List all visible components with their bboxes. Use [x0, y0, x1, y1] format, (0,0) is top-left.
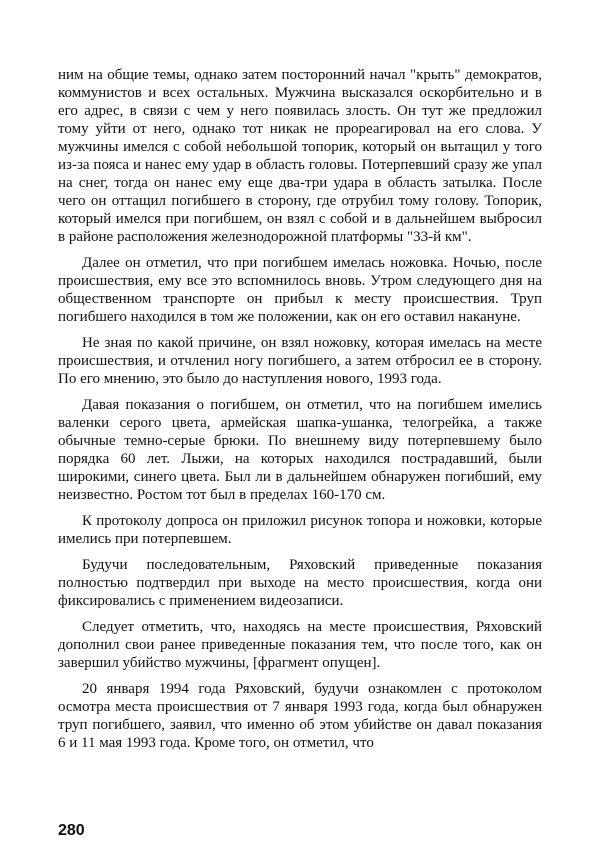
paragraph: 20 января 1994 года Ряховский, будучи ознакомлен с протоколом осмотра места происшествия от 7 января 1993 года, когда был обнаружен труп погибшего, заявил, что именно об этом убийстве он давал показания 6 и 11 мая 1993 года. Кроме того, он отметил, что: [58, 681, 542, 751]
paragraph: Далее он отметил, что при погибшем имелась ножовка. Ночью, после происшествия, ему все это вспомнилось вновь. Утром следующего дня на общественном транспорте он прибыл к месту происшествия. Труп погибшего находился в том же положении, как он его оставил накануне.: [58, 255, 542, 325]
body-text: [58, 66, 542, 760]
paragraph: Не зная по какой причине, он взял ножовку, которая имелась на месте происшествия, и отчленил ногу погибшего, а затем отбросил ее в сторону. По его мнению, это было до наступления нового, 1993 года.: [58, 335, 542, 387]
paragraph: ним на общие темы, однако затем посторонний начал "крыть" демократов, коммунистов и всех остальных. Мужчина высказался оскорбительно и в его адрес, в связи с чем у него появилась злость. Он тут же предложил тому уйти от него, однако тот никак не прореагировал на его слова. У мужчины имелся с собой небольшой топорик, который он вытащил у того из-за пояса и нанес ему удар в область головы. Потерпевший сразу же упал на снег, тогда он нанес ему еще два-три удара в область затылка. После чего он оттащил погибшего в сторону, где отрубил тому голову. Топорик, который имелся при погибшем, он взял с собой и в дальнейшем выбросил в районе расположения железнодорожной платформы "33-й км".: [58, 67, 542, 245]
paragraph: Давая показания о погибшем, он отметил, что на погибшем имелись валенки серого цвета, армейская шапка-ушанка, телогрейка, а также обычные темно-серые брюки. По внешнему виду потерпевшему было порядка 60 лет. Лыжи, на которых находился пострадавший, были широкими, синего цвета. Был ли в дальнейшем обнаружен погибший, ему неизвестно. Ростом тот был в пределах 160-170 см.: [58, 397, 542, 503]
page-number: 280: [58, 822, 85, 839]
paragraph: Будучи последовательным, Ряховский приведенные показания полностью подтвердил при выходе на место происшествия, когда они фиксировались с применением видеозаписи.: [58, 557, 542, 609]
paragraph: Следует отметить, что, находясь на месте происшествия, Ряховский дополнил свои ранее приведенные показания тем, что после того, как он завершил убийство мужчины, [фрагмент опущен].: [58, 619, 542, 671]
paragraph: К протоколу допроса он приложил рисунок топора и ножовки, которые имелись при потерпевшем.: [58, 513, 542, 547]
